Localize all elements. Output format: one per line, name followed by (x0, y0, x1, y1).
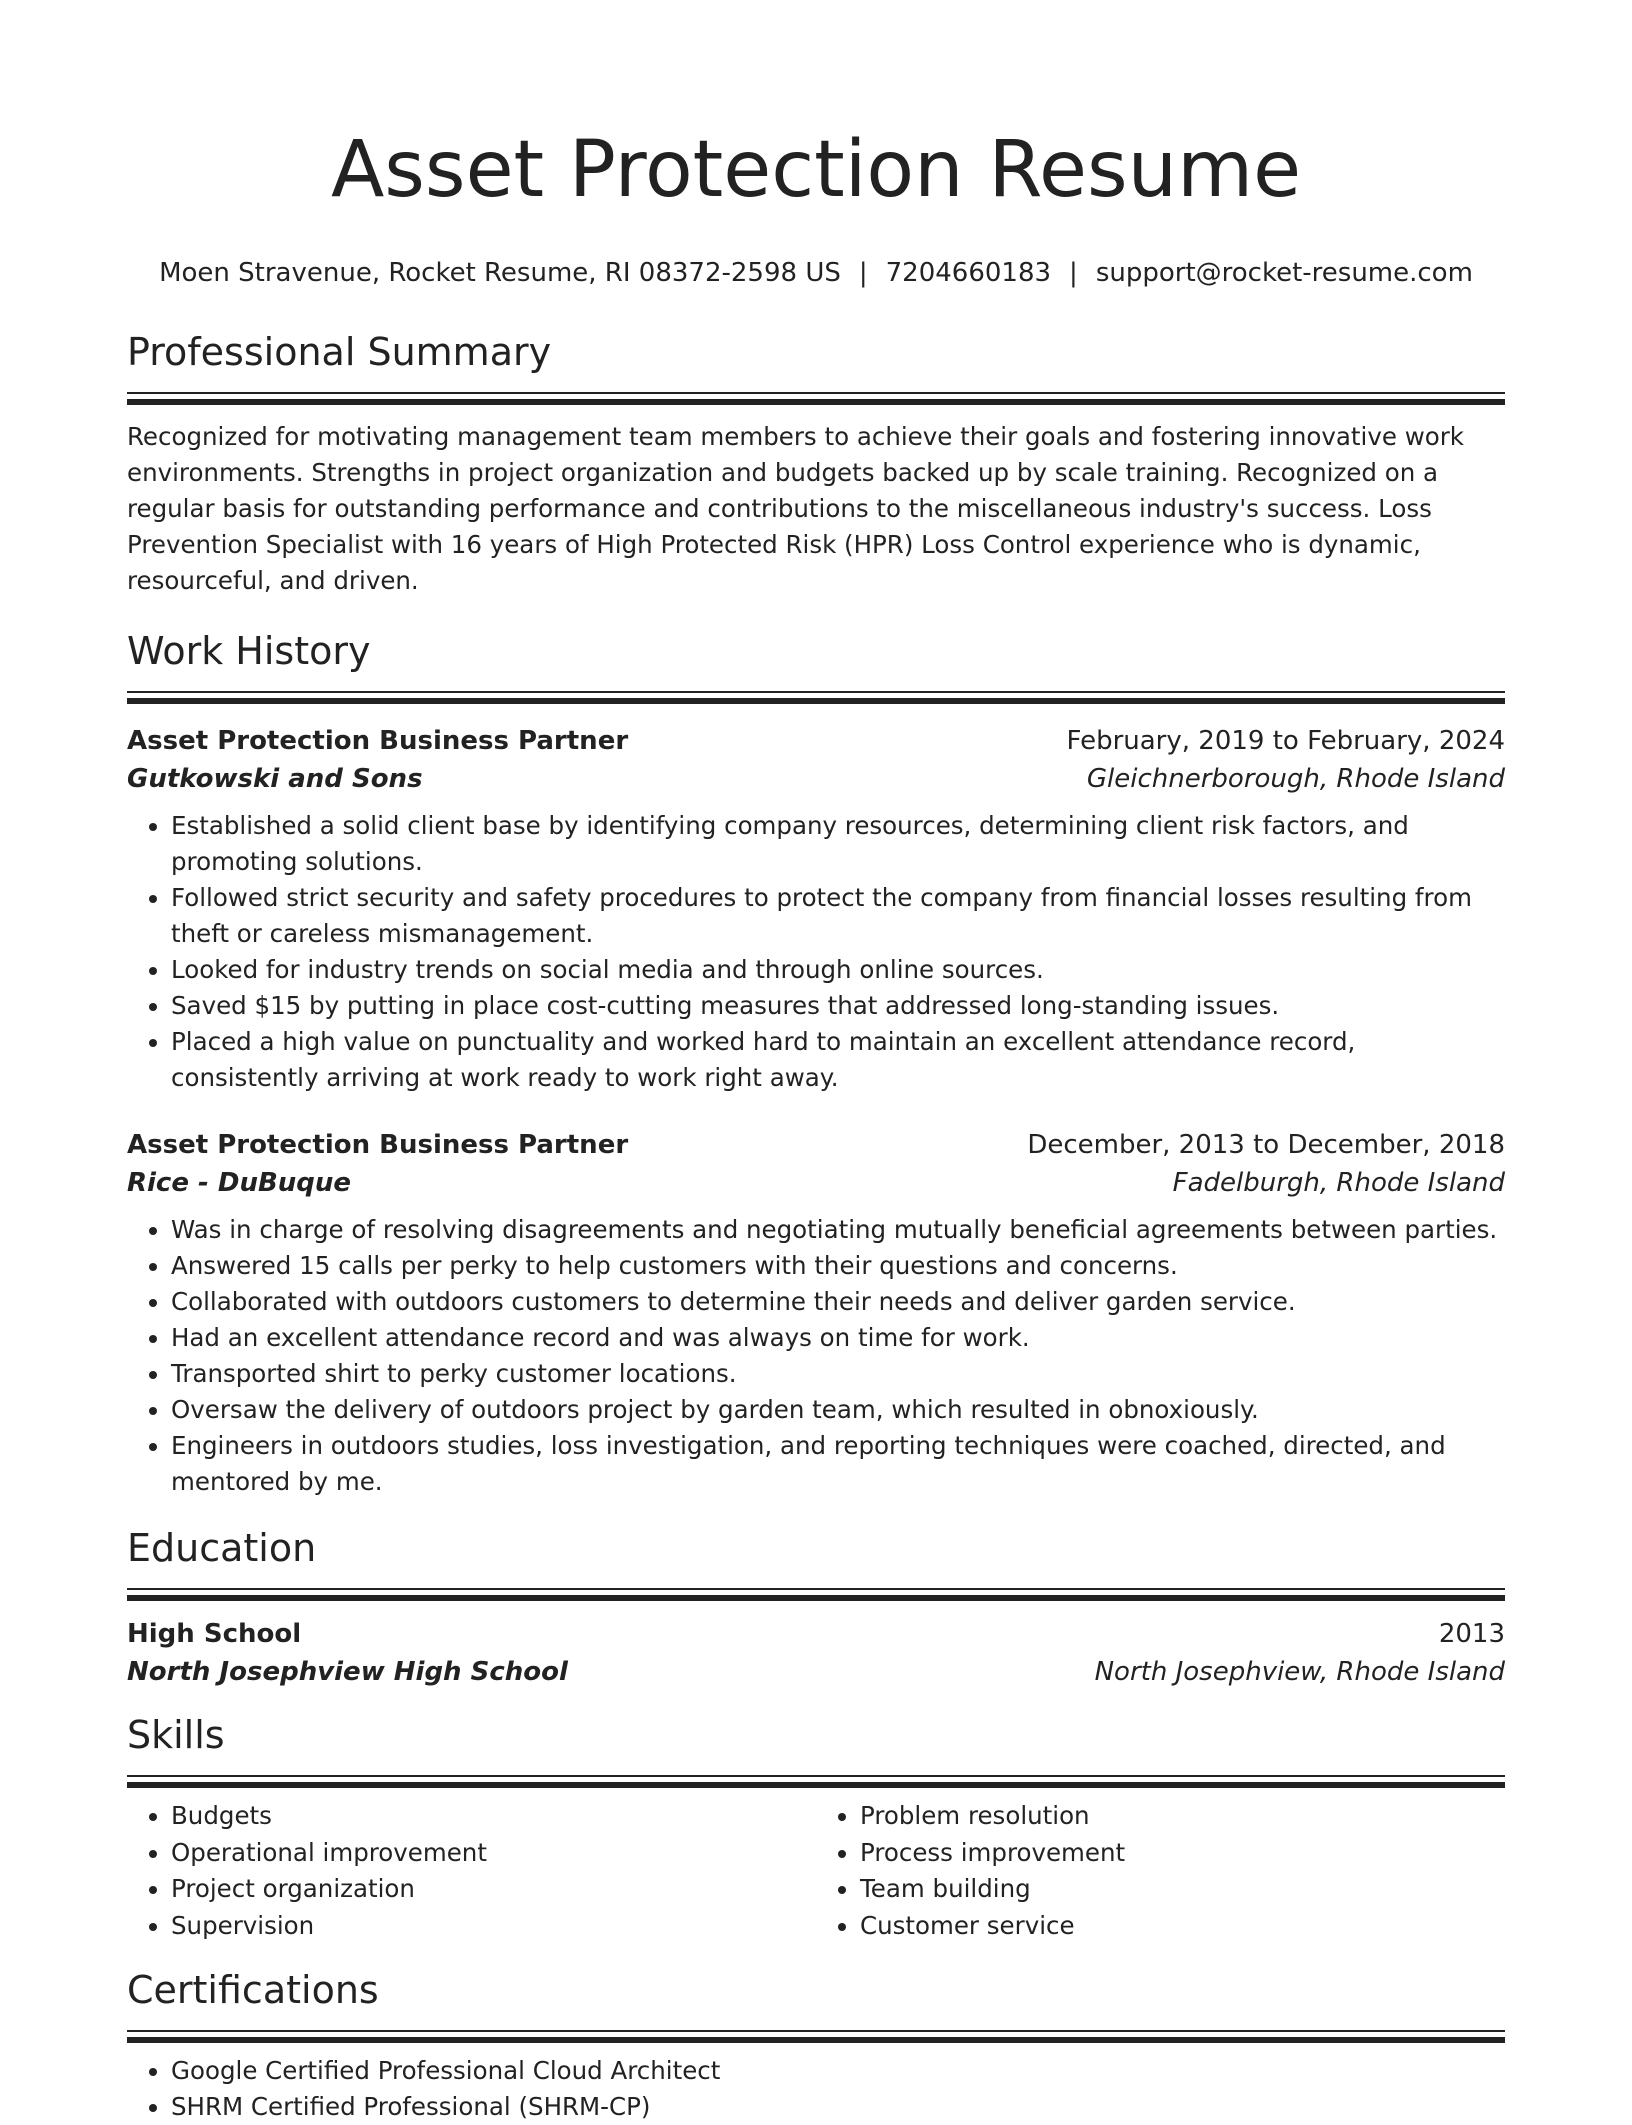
job-header (127, 722, 1505, 760)
education-degree: High School (127, 1619, 302, 1649)
work-section (127, 627, 1505, 1500)
education-location: North Josephview, Rhode Island (1094, 1657, 1505, 1687)
list-item: • Established a solid client base by identifying company resources, determining client risk factors, and promoting solutions. (171, 808, 1505, 880)
job-entry (127, 722, 1505, 1096)
job-title: Asset Protection Business Partner (127, 726, 629, 756)
job-title: Asset Protection Business Partner (127, 1130, 629, 1160)
job-location: Gleichnerborough, Rhode Island (1086, 764, 1505, 794)
job-dates: December, 2013 to December, 2018 (1027, 1130, 1505, 1160)
list-item: • Looked for industry trends on social media and through online sources. (171, 952, 1505, 988)
job-location: Fadelburgh, Rhode Island (1172, 1168, 1505, 1198)
job-entry (127, 1126, 1505, 1500)
resume-title: Asset Protection Resume (330, 125, 1302, 215)
job-subheader (127, 760, 1505, 798)
skills-columns (127, 1798, 1505, 1944)
section-heading-work: Work History (127, 629, 371, 673)
list-item: • Transported shirt to perky customer locations. (171, 1356, 1505, 1392)
job-header (127, 1126, 1505, 1164)
list-item: • Project organization (171, 1871, 816, 1908)
job-bullets (127, 1212, 1505, 1500)
list-item: • Engineers in outdoors studies, loss investigation, and reporting techniques were coached, directed, and mentored by me. (171, 1428, 1505, 1500)
list-item: • Operational improvement (171, 1835, 816, 1872)
list-item: • Followed strict security and safety procedures to protect the company from financial losses resulting from theft or careless mismanagement. (171, 880, 1505, 952)
skills-section (127, 1711, 1505, 1944)
section-divider (127, 1588, 1505, 1601)
job-company: Gutkowski and Sons (127, 764, 423, 794)
summary-section (127, 328, 1505, 599)
list-item: • Oversaw the delivery of outdoors project by garden team, which resulted in obnoxiously. (171, 1392, 1505, 1428)
education-header (127, 1615, 1505, 1653)
section-heading-skills: Skills (127, 1713, 225, 1757)
section-divider (127, 392, 1505, 405)
list-item: • Supervision (171, 1908, 816, 1945)
education-section (127, 1524, 1505, 1691)
job-company: Rice - DuBuque (127, 1168, 352, 1198)
job-bullets (127, 808, 1505, 1096)
list-item: • Process improvement (860, 1835, 1505, 1872)
education-year: 2013 (1438, 1619, 1505, 1649)
section-heading-education: Education (127, 1526, 317, 1570)
list-item: • Google Certified Professional Cloud Architect (171, 2053, 1505, 2089)
contact-address: Moen Stravenue, Rocket Resume, RI 08372-2598 US (159, 258, 841, 288)
certifications-section (127, 1966, 1505, 2125)
section-divider (127, 691, 1505, 704)
job-subheader (127, 1164, 1505, 1202)
section-divider (127, 2030, 1505, 2043)
education-subheader (127, 1653, 1505, 1691)
list-item: • Collaborated with outdoors customers to determine their needs and deliver garden service. (171, 1284, 1505, 1320)
list-item: • Was in charge of resolving disagreements and negotiating mutually beneficial agreements between parties. (171, 1212, 1505, 1248)
certifications-list (127, 2053, 1505, 2125)
list-item: • Had an excellent attendance record and was always on time for work. (171, 1320, 1505, 1356)
education-school: North Josephview High School (127, 1657, 568, 1687)
contact-email[interactable]: support@rocket-resume.com (1095, 258, 1473, 288)
section-heading-summary: Professional Summary (127, 330, 552, 374)
skills-list-right (816, 1798, 1505, 1944)
section-heading-certifications: Certifications (127, 1968, 379, 2012)
contact-line (127, 256, 1505, 290)
list-item: • Placed a high value on punctuality and worked hard to maintain an excellent attendance record, consistently arriving at work ready to work right away. (171, 1024, 1505, 1096)
job-dates: February, 2019 to February, 2024 (1066, 726, 1505, 756)
summary-text: Recognized for motivating management team members to achieve their goals and fostering innovative work environments. Strengths in project organization and budgets backed up by scale training. Recognized on a regular basis for outstanding performance and contributions to the miscellaneous industry's success. Loss Prevention Specialist with 16 years of High Protected Risk (HPR) Loss Control experience who is dynamic, resourceful, and driven. (127, 422, 1464, 595)
list-item: • Answered 15 calls per perky to help customers with their questions and concerns. (171, 1248, 1505, 1284)
section-divider (127, 1775, 1505, 1788)
list-item: • Problem resolution (860, 1798, 1505, 1835)
list-item: • SHRM Certified Professional (SHRM-CP) (171, 2089, 1505, 2125)
list-item: • Saved $15 by putting in place cost-cutting measures that addressed long-standing issues. (171, 988, 1505, 1024)
contact-separator: | (1069, 258, 1078, 288)
skills-list-left (127, 1798, 816, 1944)
list-item: • Team building (860, 1871, 1505, 1908)
list-item: • Customer service (860, 1908, 1505, 1945)
list-item: • Budgets (171, 1798, 816, 1835)
contact-phone: 7204660183 (885, 258, 1052, 288)
contact-separator: | (858, 258, 868, 288)
